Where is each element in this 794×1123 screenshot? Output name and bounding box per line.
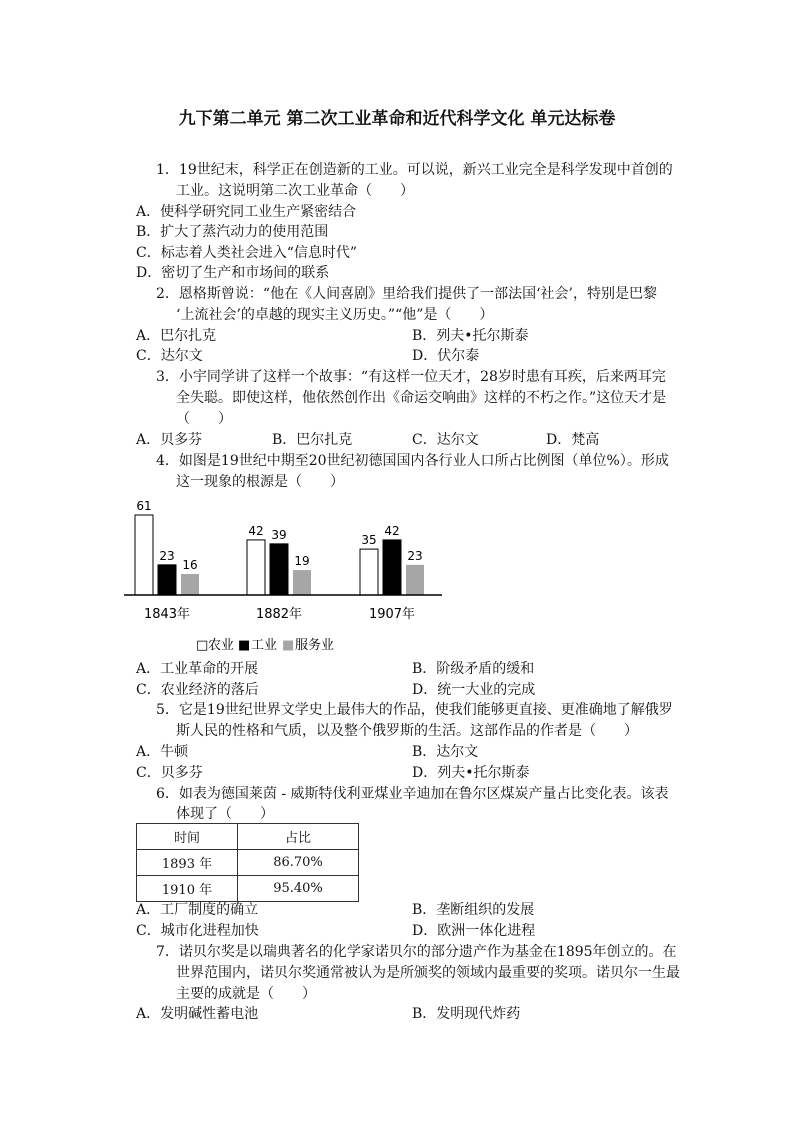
q3-stem-line-3: （ ） [176,411,232,427]
q5-stem-line-2: 斯人民的性格和气质，以及整个俄罗斯的生活。这部作品的作者是（ ） [176,723,638,739]
bar-value-label: 39 [271,527,287,542]
industry-population-chart [120,490,450,660]
coal-share-table [136,823,359,902]
q3-option-b[interactable]: B．巴尔扎克 [272,432,353,448]
legend-svc-symbol: ■ [282,638,295,653]
bar-value-label: 42 [248,523,264,538]
legend-agri-symbol: □ [196,638,209,653]
bar-工业-1843年 [158,565,176,595]
q2-option-c[interactable]: C．达尔文 [136,348,203,364]
x-category-label: 1882年 [255,607,303,622]
q7-option-a[interactable]: A．发明碱性蓄电池 [136,1006,259,1022]
q3-option-a[interactable]: A．贝多芬 [136,432,203,448]
table-row [137,876,359,902]
table-header-row [137,824,359,850]
bar-value-label: 35 [361,533,377,548]
q2-stem-line-1: 2．恩格斯曾说：“他在《人间喜剧》里给我们提供了一部法国‘社会’，特别是巴黎 [156,286,657,302]
bar-农业-1843年 [135,515,153,595]
table-row [137,850,359,876]
legend-ind-label: 工业 [251,638,278,653]
q3-stem-line-1: 3．小宇同学讲了这样一个故事：“有这样一位天才，28岁时患有耳疾，后来两耳完 [156,369,666,385]
q4-stem-line-1: 4．如图是19世纪中期至20世纪初德国国内各行业人口所占比例图（单位%）。形成 [156,453,669,469]
bar-农业-1882年 [247,540,265,595]
x-category-label: 1907年 [368,607,416,622]
q5-option-b[interactable]: B．达尔文 [412,744,479,760]
q7-stem-line-3: 主要的成就是（ ） [176,986,316,1002]
q5-option-d[interactable]: D．列夫•托尔斯泰 [412,765,530,781]
q2-option-a[interactable]: A．巴尔扎克 [136,328,217,344]
page-title: 九下第二单元 第二次工业革命和近代科学文化 单元达标卷 [178,109,616,129]
q1-stem-line-1: 1．19世纪末，科学正在创造新的工业。可以说，新兴工业完全是科学发现中首创的 [156,162,673,178]
bar-工业-1907年 [383,540,401,595]
q6-option-b[interactable]: B．垄断组织的发展 [412,902,535,918]
q5-option-a[interactable]: A．牛顿 [136,744,189,760]
bar-value-label: 23 [407,548,423,563]
q6-option-d[interactable]: D．欧洲一体化进程 [412,923,536,939]
table-cell-share: 86.70% [238,850,359,876]
table-cell-year: 1893 年 [137,850,238,876]
bar-value-label: 42 [384,523,400,538]
q6-option-a[interactable]: A．工厂制度的确立 [136,902,259,918]
q5-stem-line-1: 5．它是19世纪世界文学史上最伟大的作品，使我们能够更直接、更准确地了解俄罗 [156,702,673,718]
legend-svc-label: 服务业 [295,638,335,653]
bar-value-label: 61 [136,499,152,513]
q2-option-b[interactable]: B．列夫•托尔斯泰 [412,328,529,344]
legend-ind-symbol: ■ [238,638,251,653]
q3-option-c[interactable]: C．达尔文 [412,432,479,448]
q4-stem-line-2: 这一现象的根源是（ ） [176,474,344,490]
bar-农业-1907年 [360,549,378,595]
q1-option-b[interactable]: B．扩大了蒸汽动力的使用范围 [136,224,329,240]
q1-stem-line-2: 工业。这说明第二次工业革命（ ） [176,183,414,199]
table-cell-share: 95.40% [238,876,359,902]
q6-stem-line-1: 6．如表为德国莱茵 - 威斯特伐利亚煤业辛迪加在鲁尔区煤炭产量占比变化表。该表 [156,786,669,802]
chart-legend [196,638,334,653]
q3-option-d[interactable]: D．梵高 [546,432,600,448]
bar-服务业-1907年 [406,565,424,595]
x-category-label: 1843年 [143,607,191,622]
q4-option-a[interactable]: A．工业革命的开展 [136,661,259,677]
q7-stem-line-2: 世界范围内，诺贝尔奖通常被认为是所颁奖的领域内最重要的奖项。诺贝尔一生最 [176,965,680,981]
q1-option-d[interactable]: D．密切了生产和市场间的联系 [136,265,330,281]
bar-工业-1882年 [270,544,288,595]
legend-agri-label: 农业 [208,638,235,653]
q5-option-c[interactable]: C．贝多芬 [136,765,203,781]
q7-stem-line-1: 7．诺贝尔奖是以瑞典著名的化学家诺贝尔的部分遗产作为基金在1895年创立的。在 [156,944,677,960]
q2-option-d[interactable]: D．伏尔泰 [412,348,480,364]
q4-option-c[interactable]: C．农业经济的落后 [136,682,259,698]
q1-option-c[interactable]: C．标志着人类社会进入“信息时代” [136,245,358,261]
q6-stem-line-2: 体现了（ ） [176,806,274,822]
table-header-time: 时间 [137,824,238,850]
q3-stem-line-2: 全失聪。即使这样，他依然创作出《命运交响曲》这样的不朽之作。”这位天才是 [176,390,667,406]
q2-stem-line-2: ‘上流社会’的卓越的现实主义历史。”“他”是（ ） [176,307,494,323]
q4-option-b[interactable]: B．阶级矛盾的缓和 [412,661,535,677]
bar-服务业-1843年 [181,574,199,595]
q7-option-b[interactable]: B．发明现代炸药 [412,1006,521,1022]
bar-value-label: 19 [294,554,310,569]
bar-value-label: 16 [182,558,198,573]
q1-option-a[interactable]: A．使科学研究同工业生产紧密结合 [136,204,357,220]
q4-option-d[interactable]: D．统一大业的完成 [412,682,536,698]
table-cell-year: 1910 年 [137,876,238,902]
bar-value-label: 23 [159,548,175,563]
q6-option-c[interactable]: C．城市化进程加快 [136,923,259,939]
table-header-share: 占比 [238,824,359,850]
bar-服务业-1882年 [293,570,311,595]
